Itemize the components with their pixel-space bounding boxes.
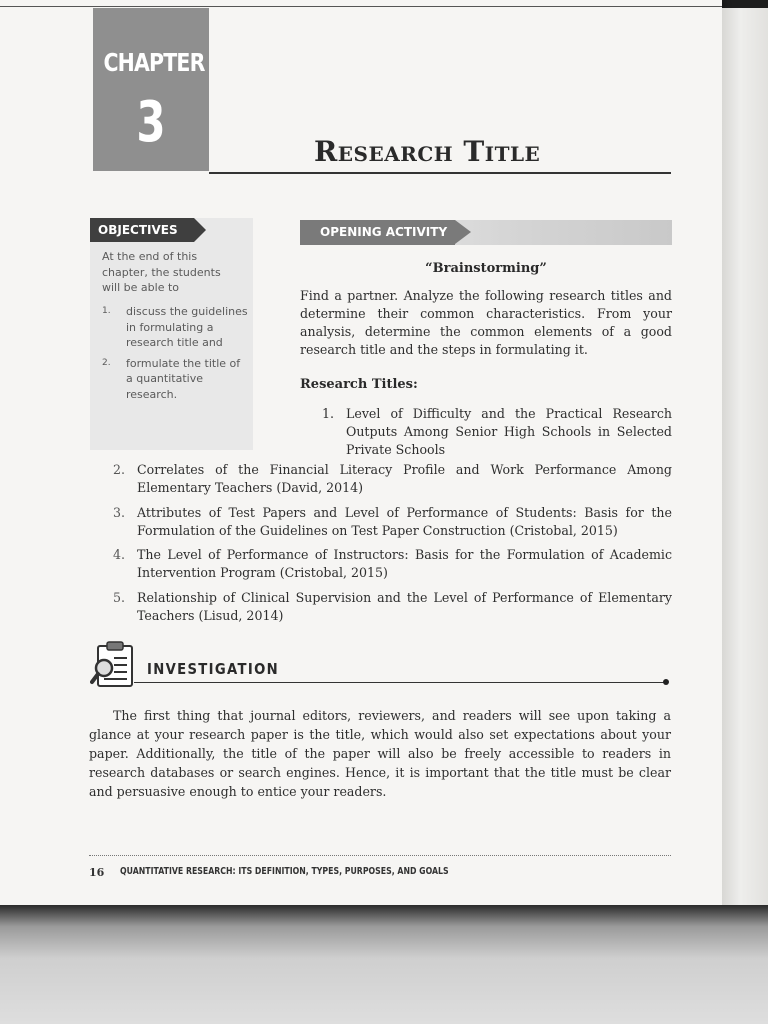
research-title-item: [113, 461, 672, 497]
next-page-edge: [722, 8, 768, 908]
investigation-rule: [134, 682, 666, 683]
objective-item: [102, 356, 248, 403]
top-border-rule: [0, 6, 722, 7]
objectives-intro: At the end of this chapter, the students will be able to: [102, 250, 221, 294]
objectives-box: [90, 218, 253, 450]
activity-heading: “Brainstorming”: [425, 261, 547, 276]
research-title-text: Level of Difficulty and the Practical Research Outputs Among Senior High Schools in Selected Private Schools: [346, 406, 672, 457]
research-title-text: Attributes of Test Papers and Level of Performance of Students: Basis for the Formulation of the Guidelines on Test Paper Construction (Cristobal, 2015): [137, 505, 672, 538]
chapter-block: [93, 8, 209, 171]
research-title-item: [113, 546, 672, 582]
chapter-label: CHAPTER: [103, 48, 205, 77]
research-title-number: 1.: [322, 406, 335, 421]
chapter-title: Research Title: [314, 135, 541, 168]
footer-divider: [89, 855, 671, 856]
page-number: 16: [89, 866, 105, 879]
running-title: QUANTITATIVE RESEARCH: ITS DEFINITION, TYPES, PURPOSES, AND GOALS: [120, 866, 449, 877]
research-titles-label: Research Titles:: [300, 377, 418, 392]
objective-text: discuss the guidelines in formulating a research title and: [126, 305, 248, 349]
clipboard-magnifier-icon: [90, 640, 136, 690]
objectives-list: [102, 304, 248, 407]
activity-instructions: Find a partner. Analyze the following research titles and determine their common characteristics. From your analysis, determine the common elements of a good research title and the steps in formulating it.: [300, 288, 672, 357]
objective-item: [102, 304, 248, 351]
research-title-item: [322, 405, 672, 459]
objectives-header: OBJECTIVES: [90, 218, 194, 242]
research-title-number: 5.: [113, 590, 126, 605]
objective-number: 2.: [102, 357, 111, 368]
investigation-paragraph: The first thing that journal editors, reviewers, and readers will see upon taking a glance at your research paper is the title, which would also set expectations about your paper. Additionally, the title of the paper will also be freely accessible to readers in research databases or search engines. Hence, it is important that the title must be clear and persuasive enough to entice your readers.: [89, 708, 671, 799]
chapter-number: 3: [136, 90, 166, 155]
title-rule: [209, 172, 671, 174]
research-title-text: Correlates of the Financial Literacy Profile and Work Performance Among Elementary Teachers (David, 2014): [137, 462, 672, 495]
opening-activity-header: OPENING ACTIVITY: [300, 220, 455, 245]
research-title-text: The Level of Performance of Instructors: Basis for the Formulation of Academic Intervention Program (Cristobal, 2015): [137, 547, 672, 580]
opening-activity-bar: [300, 220, 672, 245]
research-title-item: [113, 589, 672, 625]
research-title-number: 2.: [113, 462, 126, 477]
scan-background: [0, 905, 768, 1024]
objective-number: 1.: [102, 306, 111, 316]
investigation-header: INVESTIGATION: [147, 660, 279, 678]
objective-text: formulate the title of a quantitative research.: [126, 356, 241, 401]
research-title-number: 4.: [113, 547, 126, 562]
investigation-rule-dot: [663, 679, 669, 685]
research-title-item: [113, 504, 672, 540]
research-title-number: 3.: [113, 505, 126, 520]
research-title-text: Relationship of Clinical Supervision and the Level of Performance of Elementary Teachers (Lisud, 2014): [137, 590, 672, 623]
